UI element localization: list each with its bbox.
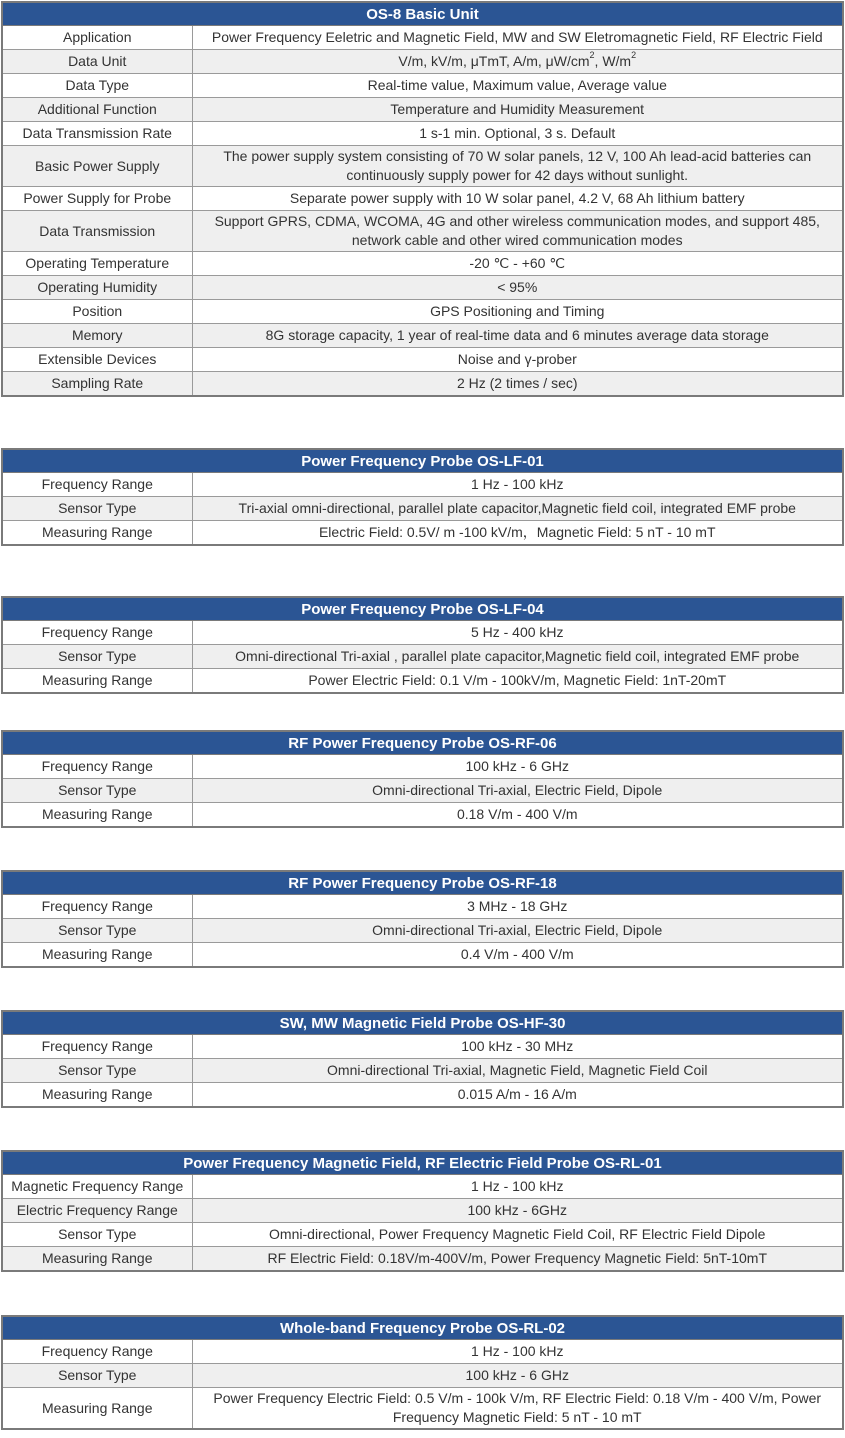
table-row (2, 74, 843, 98)
table-row (2, 1199, 843, 1223)
row-value: Support GPRS, CDMA, WCOMA, 4G and other wireless communication modes, and support 485, network cable and other wired communication modes (192, 211, 843, 252)
row-value: Omni-directional Tri-axial, Electric Field, Dipole (192, 779, 843, 803)
row-label: Sensor Type (2, 779, 192, 803)
row-label: Sensor Type (2, 497, 192, 521)
row-label: Measuring Range (2, 1083, 192, 1108)
row-label: Data Type (2, 74, 192, 98)
row-label: Application (2, 26, 192, 50)
row-value: 2 Hz (2 times / sec) (192, 372, 843, 397)
table-row (2, 372, 843, 397)
row-label: Measuring Range (2, 1247, 192, 1272)
table-row (2, 211, 843, 252)
row-label: Power Supply for Probe (2, 187, 192, 211)
table-row (2, 621, 843, 645)
row-value: 1 s-1 min. Optional, 3 s. Default (192, 122, 843, 146)
row-label: Memory (2, 324, 192, 348)
table-row (2, 1223, 843, 1247)
table-row (2, 98, 843, 122)
table-row (2, 473, 843, 497)
row-label: Measuring Range (2, 1388, 192, 1430)
row-value: Real-time value, Maximum value, Average value (192, 74, 843, 98)
row-label: Measuring Range (2, 521, 192, 546)
row-value: Omni-directional, Power Frequency Magnetic Field Coil, RF Electric Field Dipole (192, 1223, 843, 1247)
row-value: 8G storage capacity, 1 year of real-time data and 6 minutes average data storage (192, 324, 843, 348)
table-title: RF Power Frequency Probe OS-RF-18 (2, 871, 843, 895)
row-label: Operating Temperature (2, 252, 192, 276)
row-value: 100 kHz - 6 GHz (192, 755, 843, 779)
row-label: Sensor Type (2, 1223, 192, 1247)
row-label: Data Transmission Rate (2, 122, 192, 146)
table-row (2, 252, 843, 276)
row-value: GPS Positioning and Timing (192, 300, 843, 324)
row-label: Sensor Type (2, 1059, 192, 1083)
row-label: Data Transmission (2, 211, 192, 252)
table-row (2, 497, 843, 521)
spec-table (1, 1010, 844, 1108)
table-row (2, 645, 843, 669)
spec-table (1, 870, 844, 968)
table-row (2, 779, 843, 803)
table-row (2, 1035, 843, 1059)
spec-table (1, 596, 844, 694)
row-label: Sampling Rate (2, 372, 192, 397)
table-row (2, 324, 843, 348)
table-title: RF Power Frequency Probe OS-RF-06 (2, 731, 843, 755)
row-label: Operating Humidity (2, 276, 192, 300)
table-row (2, 300, 843, 324)
table-row (2, 146, 843, 187)
table-title: Whole-band Frequency Probe OS-RL-02 (2, 1316, 843, 1340)
row-value: Electric Field: 0.5V/ m -100 kV/m，Magnetic Field: 5 nT - 10 mT (192, 521, 843, 546)
row-label: Frequency Range (2, 895, 192, 919)
spec-table (1, 1, 844, 397)
row-label: Extensible Devices (2, 348, 192, 372)
spec-table (1, 730, 844, 828)
table-title: Power Frequency Probe OS-LF-01 (2, 449, 843, 473)
table-title: Power Frequency Probe OS-LF-04 (2, 597, 843, 621)
row-value: < 95% (192, 276, 843, 300)
table-row (2, 1340, 843, 1364)
row-value: 3 MHz - 18 GHz (192, 895, 843, 919)
table-row (2, 755, 843, 779)
row-value: 100 kHz - 6GHz (192, 1199, 843, 1223)
table-row (2, 521, 843, 546)
row-value: 0.015 A/m - 16 A/m (192, 1083, 843, 1108)
row-label: Measuring Range (2, 943, 192, 968)
table-row (2, 348, 843, 372)
row-label: Sensor Type (2, 1364, 192, 1388)
row-value: 5 Hz - 400 kHz (192, 621, 843, 645)
row-value: -20 ℃ - +60 ℃ (192, 252, 843, 276)
row-label: Basic Power Supply (2, 146, 192, 187)
table-row (2, 1175, 843, 1199)
row-value: The power supply system consisting of 70 W solar panels, 12 V, 100 Ah lead-acid batteries can continuously supply power for 42 days without sunlight. (192, 146, 843, 187)
row-label: Frequency Range (2, 621, 192, 645)
table-row (2, 276, 843, 300)
row-value: Tri-axial omni-directional, parallel plate capacitor,Magnetic field coil, integrated EMF probe (192, 497, 843, 521)
row-label: Electric Frequency Range (2, 1199, 192, 1223)
row-value: Omni-directional Tri-axial, Magnetic Field, Magnetic Field Coil (192, 1059, 843, 1083)
row-label: Frequency Range (2, 473, 192, 497)
table-row (2, 26, 843, 50)
table-row (2, 1059, 843, 1083)
row-value: 1 Hz - 100 kHz (192, 473, 843, 497)
table-row (2, 895, 843, 919)
table-row (2, 1083, 843, 1108)
row-label: Additional Function (2, 98, 192, 122)
row-label: Measuring Range (2, 803, 192, 828)
table-title: OS-8 Basic Unit (2, 2, 843, 26)
table-row (2, 803, 843, 828)
row-label: Sensor Type (2, 919, 192, 943)
row-value: 100 kHz - 30 MHz (192, 1035, 843, 1059)
spec-table (1, 448, 844, 546)
table-row (2, 919, 843, 943)
row-label: Sensor Type (2, 645, 192, 669)
table-row (2, 1247, 843, 1272)
row-value: Separate power supply with 10 W solar panel, 4.2 V, 68 Ah lithium battery (192, 187, 843, 211)
table-row (2, 122, 843, 146)
row-label: Frequency Range (2, 1340, 192, 1364)
table-row (2, 1388, 843, 1430)
row-value: Power Frequency Eeletric and Magnetic Field, MW and SW Eletromagnetic Field, RF Electric Field (192, 26, 843, 50)
row-value: 0.4 V/m - 400 V/m (192, 943, 843, 968)
row-value: Noise and γ-prober (192, 348, 843, 372)
row-label: Magnetic Frequency Range (2, 1175, 192, 1199)
table-title: SW, MW Magnetic Field Probe OS-HF-30 (2, 1011, 843, 1035)
row-label: Position (2, 300, 192, 324)
row-value: 1 Hz - 100 kHz (192, 1340, 843, 1364)
row-value: RF Electric Field: 0.18V/m-400V/m, Power Frequency Magnetic Field: 5nT-10mT (192, 1247, 843, 1272)
table-row (2, 187, 843, 211)
spec-table (1, 1150, 844, 1272)
row-value: 1 Hz - 100 kHz (192, 1175, 843, 1199)
table-title: Power Frequency Magnetic Field, RF Electric Field Probe OS-RL-01 (2, 1151, 843, 1175)
table-row (2, 669, 843, 694)
row-value: Power Electric Field: 0.1 V/m - 100kV/m, Magnetic Field: 1nT-20mT (192, 669, 843, 694)
table-row (2, 943, 843, 968)
spec-table (1, 1315, 844, 1430)
row-value: V/m, kV/m, μTmT, A/m, $\mu W/cm^2$, $W/m^2$ (192, 50, 843, 74)
row-label: Frequency Range (2, 755, 192, 779)
table-row (2, 50, 843, 74)
row-value: 0.18 V/m - 400 V/m (192, 803, 843, 828)
row-label: Data Unit (2, 50, 192, 74)
row-label: Measuring Range (2, 669, 192, 694)
row-label: Frequency Range (2, 1035, 192, 1059)
row-value: Power Frequency Electric Field: 0.5 V/m - 100k V/m, RF Electric Field: 0.18 V/m - 400 V/m, Power Frequency Magnetic Field: 5 nT - 10 mT (192, 1388, 843, 1430)
row-value: Omni-directional Tri-axial , parallel plate capacitor,Magnetic field coil, integrated EMF probe (192, 645, 843, 669)
row-value: Omni-directional Tri-axial, Electric Field, Dipole (192, 919, 843, 943)
row-value: 100 kHz - 6 GHz (192, 1364, 843, 1388)
table-row (2, 1364, 843, 1388)
row-value: Temperature and Humidity Measurement (192, 98, 843, 122)
